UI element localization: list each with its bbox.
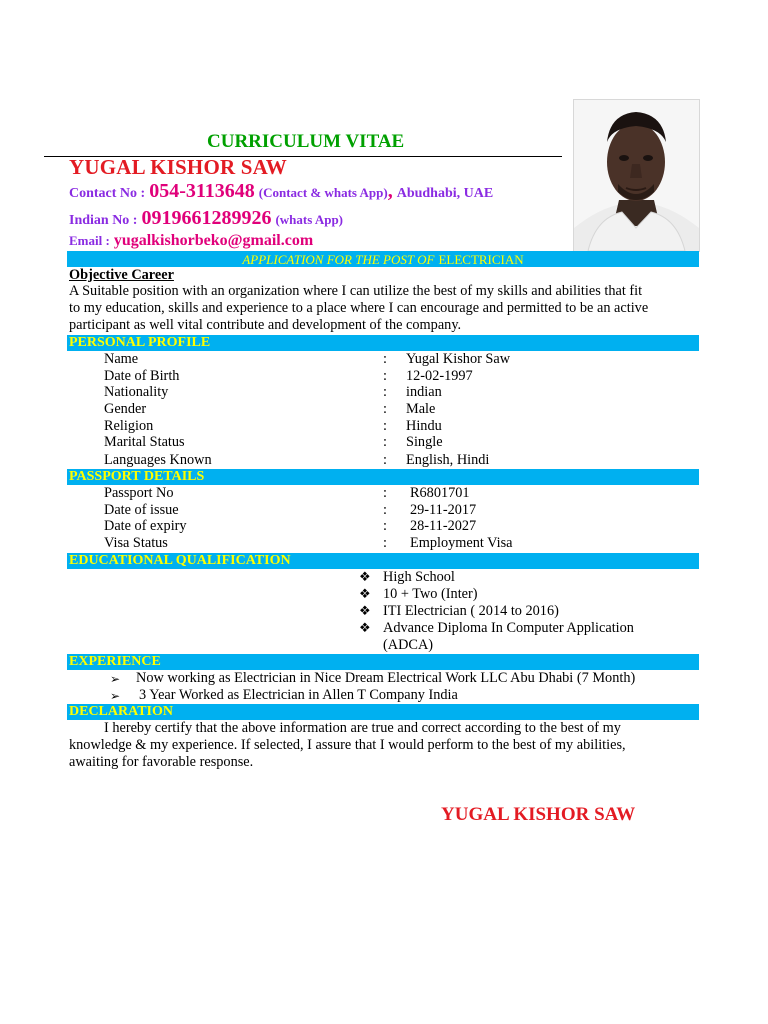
personal-value: Yugal Kishor Saw: [406, 351, 511, 367]
personal-colon: :: [383, 418, 387, 434]
contact-line: [69, 180, 493, 203]
objective-line: participant as well vital contribute and development of the company.: [69, 316, 462, 333]
arrow-bullet-icon: ➢: [110, 672, 121, 686]
personal-key: Marital Status: [104, 434, 185, 450]
experience-item: Now working as Electrician in Nice Dream Electrical Work LLC Abu Dhabi (7 Month): [136, 670, 636, 686]
contact-location: Abudhabi, UAE: [396, 186, 494, 201]
application-post: ELECTRICIAN: [438, 252, 524, 267]
email-line: [69, 232, 313, 250]
personal-value: Hindu: [406, 418, 442, 434]
email-value: yugalkishorbeko@gmail.com: [113, 232, 314, 249]
contact-label: Contact No :: [69, 186, 146, 201]
application-prefix: APPLICATION FOR THE POST OF: [242, 252, 435, 267]
passport-key: Date of issue: [104, 502, 179, 518]
candidate-name: YUGAL KISHOR SAW: [69, 155, 287, 179]
section-bar-passport: [67, 469, 699, 485]
passport-colon: :: [383, 485, 387, 501]
portrait-illustration: [574, 100, 699, 251]
personal-value: English, Hindi: [406, 452, 490, 468]
passport-key: Passport No: [104, 485, 174, 501]
section-bar-personal: [67, 335, 699, 351]
indian-number-line: [69, 207, 343, 230]
experience-item: 3 Year Worked as Electrician in Allen T Company India: [139, 687, 458, 703]
personal-key: Gender: [104, 401, 147, 417]
section-bar-experience: [67, 654, 699, 670]
passport-key: Date of expiry: [104, 518, 187, 534]
objective-line: A Suitable position with an organization where I can utilize the best of my skills and abilities that fit: [69, 283, 643, 299]
personal-colon: :: [383, 351, 387, 367]
personal-colon: :: [383, 401, 387, 417]
section-title-personal: PERSONAL PROFILE: [69, 335, 211, 350]
signature-name: YUGAL KISHOR SAW: [441, 804, 636, 825]
passport-colon: :: [383, 518, 387, 534]
contact-separator: ,: [387, 180, 393, 202]
education-item: High School: [383, 569, 455, 585]
passport-value: 29-11-2017: [410, 502, 477, 518]
personal-colon: :: [383, 368, 387, 384]
personal-key: Name: [104, 351, 139, 367]
contact-number: 054-3113648: [149, 180, 255, 202]
personal-colon: :: [383, 384, 387, 400]
personal-value: 12-02-1997: [406, 368, 473, 384]
education-item: Advance Diploma In Computer Application: [383, 620, 634, 636]
passport-value: Employment Visa: [410, 535, 513, 551]
cv-title: CURRICULUM VITAE: [207, 131, 405, 152]
personal-key: Nationality: [104, 384, 169, 400]
objective-heading: Objective Career: [69, 267, 174, 283]
diamond-bullet-icon: ❖: [359, 603, 371, 618]
passport-key: Visa Status: [104, 535, 168, 551]
objective-line: to my education, skills and experience to a place where I can encourage and permitted to be an active: [69, 299, 649, 316]
personal-value: indian: [406, 384, 442, 400]
diamond-bullet-icon: ❖: [359, 586, 371, 601]
indian-note: (whats App): [275, 212, 344, 227]
personal-colon: :: [383, 452, 387, 468]
education-item: 10 + Two (Inter): [383, 586, 478, 602]
application-bar: [67, 251, 699, 267]
declaration-line: awaiting for favorable response.: [69, 753, 254, 770]
diamond-bullet-icon: ❖: [359, 569, 371, 584]
personal-key: Languages Known: [104, 452, 212, 468]
section-title-declaration: DECLARATION: [69, 704, 173, 719]
personal-key: Religion: [104, 418, 154, 434]
section-bar-declaration: [67, 704, 699, 720]
passport-colon: :: [383, 535, 387, 551]
section-title-education: EDUCATIONAL QUALIFICATION: [69, 553, 291, 568]
indian-number: 0919661289926: [141, 207, 272, 229]
section-title-passport: PASSPORT DETAILS: [69, 469, 205, 484]
indian-label: Indian No :: [69, 213, 138, 228]
passport-colon: :: [383, 502, 387, 518]
email-label: Email :: [69, 233, 110, 248]
contact-note: (Contact & whats App): [258, 185, 388, 200]
passport-value: 28-11-2027: [410, 518, 477, 534]
education-item-continued: (ADCA): [383, 637, 434, 653]
declaration-line: I hereby certify that the above information are true and correct according to the best of my: [104, 720, 621, 736]
section-title-experience: EXPERIENCE: [69, 654, 161, 669]
profile-photo: [573, 99, 700, 252]
education-item: ITI Electrician ( 2014 to 2016): [383, 603, 559, 619]
diamond-bullet-icon: ❖: [359, 620, 371, 635]
personal-key: Date of Birth: [104, 368, 180, 384]
objective-paragraph: [69, 283, 704, 333]
personal-value: Single: [406, 434, 443, 450]
section-bar-education: [67, 553, 699, 569]
declaration-paragraph: [69, 720, 704, 770]
personal-colon: :: [383, 434, 387, 450]
passport-value: R6801701: [410, 485, 470, 501]
personal-value: Male: [406, 401, 436, 417]
arrow-bullet-icon: ➢: [110, 689, 121, 703]
declaration-line: knowledge & my experience. If selected, I assure that I would perform to the best of my abilities,: [69, 736, 626, 753]
